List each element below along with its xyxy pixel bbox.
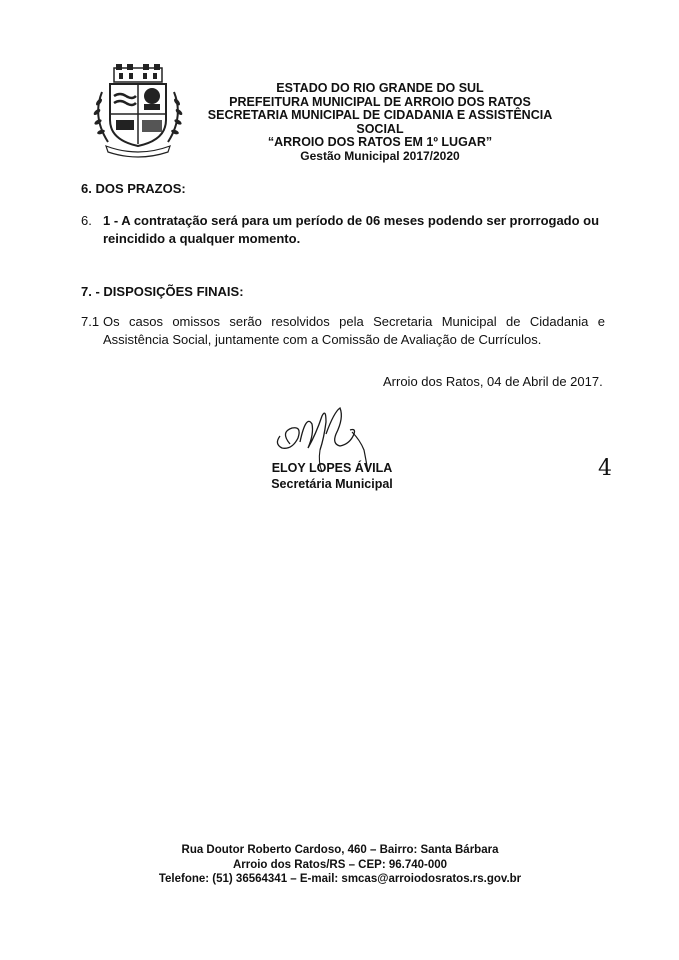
signer-block [262,460,402,492]
municipal-slogan: “ARROIO DOS RATOS EM 1º LUGAR” [267,135,493,149]
letterhead [190,82,570,163]
footer-city: Arroio dos Ratos/RS – CEP: 96.740-000 [232,858,448,871]
footer-street: Rua Doutor Roberto Cardoso, 460 – Bairro: Santa Bárbara [181,844,499,856]
signer-name: ELOY LOPES ÁVILA [271,461,393,475]
signer-role: Secretária Municipal [271,477,393,491]
prefecture-name: PREFEITURA MUNICIPAL DE ARROIO DOS RATOS [229,94,531,109]
section-6-title: 6. DOS PRAZOS: [81,181,186,196]
footer-address [140,843,540,887]
section-7-title: 7. - DISPOSIÇÕES FINAIS: [81,284,244,299]
section-6-item-text: 1 - A contratação será para um período de 06 meses podendo ser prorrogado ou reincidido a qualquer momento. [103,213,600,246]
municipal-coat-of-arms-icon [88,62,188,158]
section-7-item-text: Os casos omissos serão resolvidos pela Secretaria Municipal de Cidadania e Assistência Social, juntamente com a Comissão de Avaliação de Currículos. [103,314,605,347]
state-name: ESTADO DO RIO GRANDE DO SUL [276,81,484,95]
section-7-item-number: 7.1 [81,314,100,329]
footer-contact: Telefone: (51) 36564341 – E-mail: smcas@arroiodosratos.rs.gov.br [158,873,522,885]
administration-term: Gestão Municipal 2017/2020 [300,148,460,163]
section-6-item-number: 6. [81,213,92,228]
place-and-date: Arroio dos Ratos, 04 de Abril de 2017. [383,374,603,389]
section-6-item [81,212,621,252]
secretariat-name: SECRETARIA MUNICIPAL DE CIDADANIA E ASSISTÊNCIA SOCIAL [207,108,553,136]
section-7-item [81,313,611,353]
page-number: 4 [598,456,612,481]
